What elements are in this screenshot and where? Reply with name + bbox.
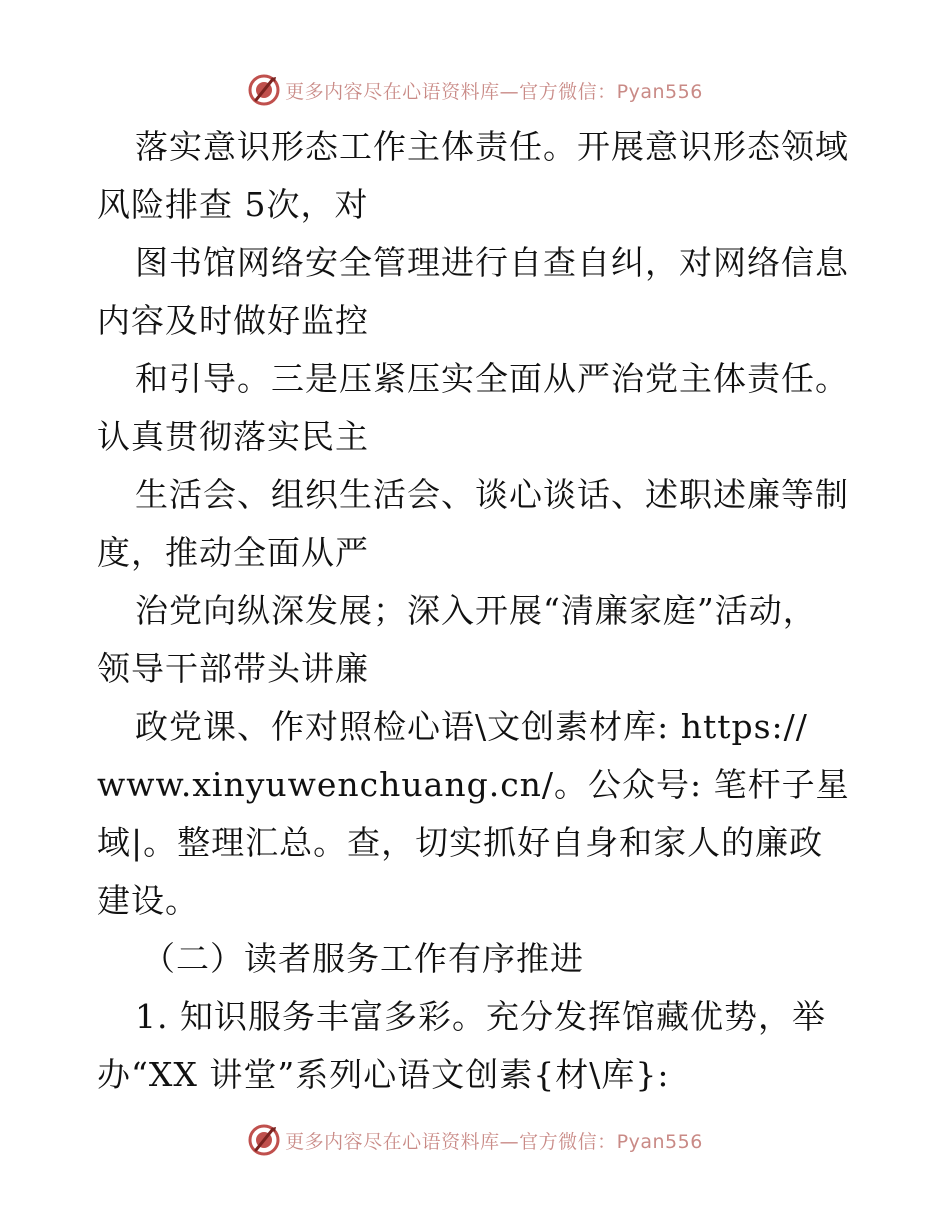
text-line: 政党课、作对照检心语\文创素材库: https:// [135,707,808,746]
footer-watermark [0,1120,950,1160]
text-line: 办“XX 讲堂”系列心语文创素{材\库}: [97,1055,670,1094]
text-line: 领导干部带头讲廉 [97,649,369,688]
text-line: 建设。 [97,881,199,920]
text-line: 图书馆网络安全管理进行自查自纠，对网络信息 [135,243,849,282]
watermark-text: 更多内容尽在心语资料库—官方微信：Pyan556 [285,1130,703,1153]
text-line: 域|。整理汇总。查，切实抓好自身和家人的廉政 [97,823,824,862]
text-line: 生活会、组织生活会、谈心谈话、述职述廉等制 [135,475,849,514]
text-line: 风险排查 5次，对 [97,185,369,224]
watermark-text: 更多内容尽在心语资料库—官方微信：Pyan556 [285,80,703,103]
section-heading: （二）读者服务工作有序推进 [142,939,584,978]
text-line: 落实意识形态工作主体责任。开展意识形态领域 [135,127,849,166]
document-body [97,118,857,1104]
seal-logo-icon [247,1123,281,1157]
text-line: 和引导。三是压紧压实全面从严治党主体责任。 [135,359,849,398]
text-line: 度，推动全面从严 [97,533,369,572]
text-line: 内容及时做好监控 [97,301,369,340]
text-line-url: www.xinyuwenchuang.cn/。公众号: 笔杆子星 [97,765,850,804]
text-line: 治党向纵深发展；深入开展“清廉家庭”活动， [135,591,817,630]
text-line: 认真贯彻落实民主 [97,417,369,456]
text-line: 1. 知识服务丰富多彩。充分发挥馆藏优势，举 [135,997,826,1036]
header-watermark [0,70,950,110]
seal-logo-icon [247,73,281,107]
